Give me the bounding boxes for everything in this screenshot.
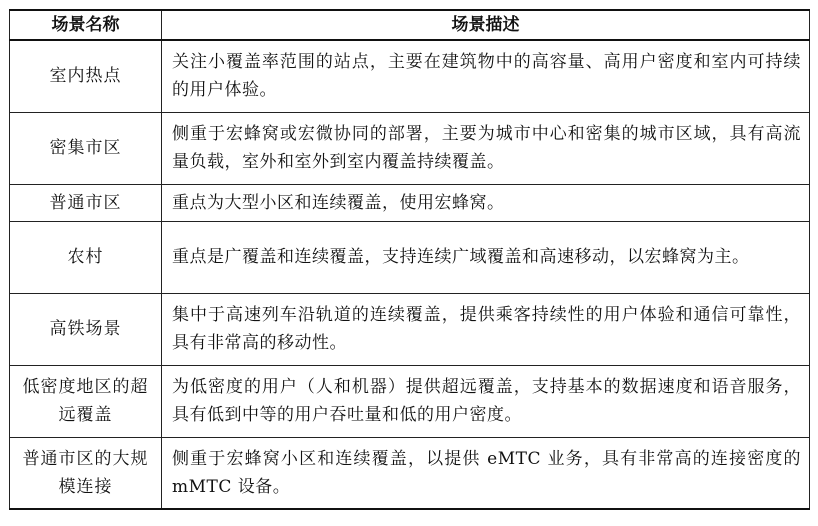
table-row (10, 221, 810, 293)
scenario-description-cell: 侧重于宏蜂窝小区和连续覆盖，以提供 eMTC 业务，具有非常高的连接密度的 mMTC 设备。 (162, 437, 810, 509)
table-header-row (10, 10, 810, 40)
header-scenario-description: 场景描述 (162, 10, 810, 40)
scenario-name-cell: 普通市区的大规模连接 (10, 437, 162, 509)
table-row (10, 112, 810, 184)
table-row (10, 40, 810, 112)
scenario-table-container (9, 9, 809, 510)
scenario-name-cell: 低密度地区的超远覆盖 (10, 365, 162, 437)
scenario-name-cell: 室内热点 (10, 40, 162, 112)
scenario-name-cell: 普通市区 (10, 184, 162, 221)
scenario-name-cell: 高铁场景 (10, 293, 162, 365)
table-row (10, 293, 810, 365)
table-row (10, 184, 810, 221)
scenario-description-cell: 重点是广覆盖和连续覆盖，支持连续广域覆盖和高速移动，以宏蜂窝为主。 (162, 221, 810, 293)
scenario-name-cell: 密集市区 (10, 112, 162, 184)
scenario-description-cell: 集中于高速列车沿轨道的连续覆盖，提供乘客持续性的用户体验和通信可靠性，具有非常高的移动性。 (162, 293, 810, 365)
scenario-name-cell: 农村 (10, 221, 162, 293)
scenario-description-cell: 侧重于宏蜂窝或宏微协同的部署，主要为城市中心和密集的城市区域，具有高流量负载，室外和室外到室内覆盖持续覆盖。 (162, 112, 810, 184)
scenario-table (9, 9, 810, 510)
table-row (10, 365, 810, 437)
scenario-description-cell: 为低密度的用户（人和机器）提供超远覆盖，支持基本的数据速度和语音服务，具有低到中等的用户吞吐量和低的用户密度。 (162, 365, 810, 437)
scenario-description-cell: 关注小覆盖率范围的站点，主要在建筑物中的高容量、高用户密度和室内可持续的用户体验。 (162, 40, 810, 112)
scenario-description-cell: 重点为大型小区和连续覆盖，使用宏蜂窝。 (162, 184, 810, 221)
table-row (10, 437, 810, 509)
header-scenario-name: 场景名称 (10, 10, 162, 40)
